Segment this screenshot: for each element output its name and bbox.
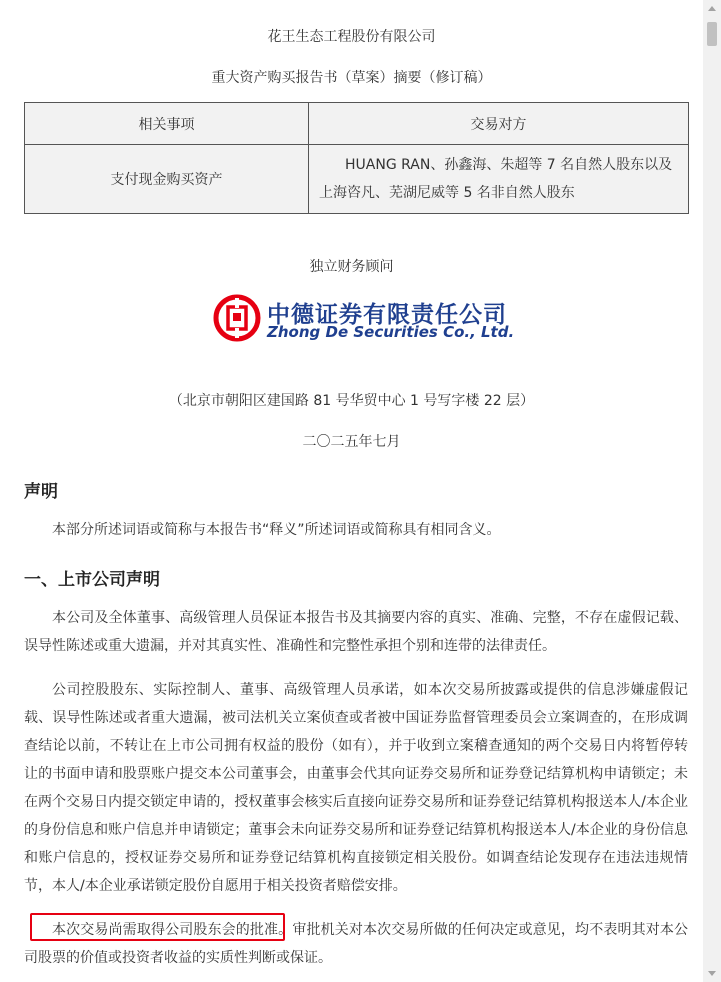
section1-heading: 一、上市公司声明 <box>24 570 160 590</box>
logo-name-en: Zhong De Securities Co., Ltd. <box>267 323 515 341</box>
scroll-down-arrow-icon[interactable] <box>708 971 716 976</box>
red-highlight-box <box>30 913 285 941</box>
paragraph-2: 公司控股股东、实际控制人、董事、高级管理人员承诺，如本次交易所披露或提供的信息涉嫌虚假记载、误导性陈述或者重大遗漏，被司法机关立案侦查或者被中国证券监督管理委员会立案调查的，在形成调查结论以前，不转让在上市公司拥有权益的股份（如有），并于收到立案稽查通知的两个交易日内将暂停转让的书面申请和股票账户提交本公司董事会，由董事会代其向证券交易所和证券登记结算机构申请锁定；未在两个交易日内提交锁定申请的，授权董事会核实后直接向证券交易所和证券登记结算机构报送本人/本企业的身份信息和账户信息并申请锁定；董事会未向证券交易所和证券登记结算机构报送本人/本企业的身份信息和账户信息的，授权证券交易所和证券登记结算机构直接锁定相关股份。如调查结论发现存在违法违规情节，本人/本企业承诺锁定股份自愿用于相关投资者赔偿安排。 <box>24 682 688 894</box>
transaction-table <box>24 102 689 214</box>
paragraph-1: 本公司及全体董事、高级管理人员保证本报告书及其摘要内容的真实、准确、完整，不存在虚假记载、误导性陈述或重大遗漏，并对其真实性、准确性和完整性承担个别和连带的法律责任。 <box>24 610 688 654</box>
counterparty-line-2: 上海咨凡、芜湖尼威等 5 名非自然人股东 <box>319 185 575 201</box>
report-date: 二〇二五年七月 <box>302 434 401 450</box>
report-title: 重大资产购买报告书（草案）摘要（修订稿） <box>211 70 492 86</box>
scrollbar-thumb[interactable] <box>707 22 717 46</box>
logo-name-cn: 中德证券有限责任公司 <box>267 302 507 328</box>
company-name: 花王生态工程股份有限公司 <box>267 29 436 45</box>
paragraph-3-rest: 审批机关对本次交易所做的任何决定或意见，均不表明其对本公司股票的价值或投资者收益的实质性判断或保证。 <box>24 922 689 966</box>
cell-matter: 支付现金购买资产 <box>25 145 309 214</box>
highlighted-sentence: 本次交易尚需取得公司股东会的批准。 <box>52 922 293 938</box>
counterparty-line-1: HUANG RAN、孙鑫海、朱超等 7 名自然人股东以及 <box>345 157 673 173</box>
table-row <box>25 145 689 214</box>
zhongde-emblem-icon <box>213 294 261 342</box>
zhongde-logo <box>213 294 515 346</box>
statement-heading: 声明 <box>24 482 58 502</box>
statement-text: 本部分所述词语或简称与本报告书“释义”所述词语或简称具有相同含义。 <box>52 522 501 538</box>
header-counterparty: 交易对方 <box>309 103 689 145</box>
vertical-scrollbar[interactable] <box>703 0 721 982</box>
header-related-matter: 相关事项 <box>25 103 309 145</box>
table-header-row <box>25 103 689 145</box>
scroll-up-arrow-icon[interactable] <box>708 6 716 11</box>
cell-counterparty <box>309 145 689 214</box>
advisor-label: 独立财务顾问 <box>309 259 394 275</box>
advisor-address: （北京市朝阳区建国路 81 号华贸中心 1 号写字楼 22 层） <box>168 393 535 409</box>
